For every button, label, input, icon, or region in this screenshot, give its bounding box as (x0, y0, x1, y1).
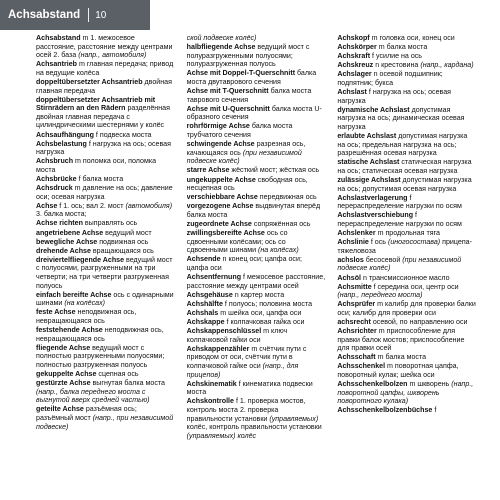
dictionary-entry (187, 345, 326, 379)
page-header (0, 0, 500, 30)
entry-note: (напр., поворотной цапфы, шкворень поворотного кулака) (337, 380, 474, 406)
column-left (36, 34, 175, 496)
dictionary-entry (36, 308, 175, 325)
entry-note: (управляемых) колёс (186, 432, 257, 441)
page-number: 10 (95, 9, 107, 21)
entry-translation: разъёмная ось; разъёмный мост (36, 405, 137, 423)
entry-translation: свободная ось, несцепная ось (186, 175, 308, 193)
entry-translation: сопряжённая ось (251, 219, 311, 228)
entry-translation: f полуось; половина моста (222, 299, 313, 308)
dictionary-entry (36, 229, 175, 238)
entry-translation: выгнутая балка моста (90, 379, 166, 388)
dictionary-entry (187, 140, 326, 166)
entry-headword: Achskappenzähler (186, 344, 250, 353)
entry-translation-cont: колёс, контроль правильности установки (186, 423, 322, 432)
entry-headword: Achsdruck (36, 184, 73, 193)
entry-headword: Achse richten (36, 219, 83, 228)
entry-note: (на колёсах) (64, 299, 105, 308)
dictionary-entry (337, 283, 476, 300)
dictionary-entry (187, 229, 326, 255)
entry-translation: f перераспределение нагрузки по осям (337, 193, 462, 211)
dictionary-entry (36, 175, 175, 184)
entry-headword: achslos (337, 255, 364, 264)
entry-note: (на колёсах) (258, 246, 299, 255)
dictionary-entry (337, 43, 476, 52)
dictionary-entry (36, 370, 175, 379)
entry-headword: Achslenker (337, 229, 376, 238)
entry-translation: ось с одинарными шинами (36, 290, 174, 308)
entry-headword: Achshals (186, 308, 219, 317)
entry-headword: Achskappenschlüssel (186, 327, 262, 336)
entry-headword: Achsentfernung (186, 273, 242, 282)
entry-headword: Achse mit Doppel-T-Querschnitt (186, 69, 296, 78)
entry-note: (напр., для прицепов) (186, 361, 299, 379)
entry-translation: m балка моста (375, 353, 427, 362)
dictionary-entry (187, 318, 326, 327)
dictionary-entry (337, 406, 476, 415)
entry-headword: ungekuppelte Achse (186, 175, 256, 184)
entry-translation: m приспособление для правки балок мостов; приспособление для правки осей (337, 327, 465, 353)
entry-translation: допустимая нагрузка на ось; динамическая осевая нагрузка (337, 105, 465, 131)
dictionary-entry (337, 52, 476, 61)
entry-translation: f кинематика подвески моста (186, 379, 313, 397)
dictionary-entry (187, 220, 326, 229)
entry-translation: f (432, 406, 437, 415)
entry-translation: f нагрузка на ось; осевая нагрузка (36, 139, 171, 157)
entry-translation: n трансмиссионное масло (361, 273, 450, 282)
dictionary-entry (36, 379, 175, 405)
entry-translation: f нагрузка на ось; осевая нагрузка (337, 88, 452, 105)
entry-headword: Achskinematik (186, 379, 237, 388)
dictionary-entry (337, 229, 476, 238)
entry-headword: achsrecht (337, 318, 371, 326)
dictionary-entry (187, 122, 326, 139)
entry-headword: Achskontrolle (186, 397, 234, 406)
entry-translation: f 1. проверка мостов, контроль моста 2. проверка правильности установки (186, 397, 306, 423)
entry-headword: Achsbelastung (36, 139, 87, 148)
dictionary-entry (337, 300, 476, 317)
entry-headword: Achsprüfer (337, 300, 376, 309)
dictionary-entry (36, 247, 175, 256)
entry-note: (управляемых) (269, 414, 319, 423)
entry-translation: m шейка оси, цапфа оси (218, 308, 302, 317)
dictionary-entry (36, 184, 175, 201)
dictionary-entry (337, 61, 476, 70)
dictionary-entry (337, 194, 476, 211)
entry-translation: допустимая нагрузка на ось; допустимая осевая нагрузка (337, 176, 472, 193)
entry-headword: bewegliche Achse (36, 237, 98, 246)
entry-translation: m поломка оси, поломка моста (36, 157, 157, 174)
entry-translation: m ключ колпачковой гайки оси (186, 327, 288, 344)
entry-note: (автомобиля) (125, 201, 173, 210)
entry-headword: Achsbruch (36, 157, 74, 166)
entry-translation-cont: прицепа-тяжеловоза (337, 238, 472, 255)
entry-headword: Achsende (186, 255, 221, 264)
dictionary-entry (187, 432, 326, 441)
entry-headword: feststehende Achse (36, 326, 103, 335)
entry-headword: angetriebene Achse (36, 228, 104, 237)
entry-headword: Achsgehäuse (186, 290, 233, 299)
entry-translation: сцепная ось (96, 370, 139, 379)
entry-headword: Achse mit U-Querschnitt (186, 104, 270, 113)
dictionary-entry (337, 238, 476, 255)
entry-translation: f ось (368, 238, 388, 247)
entry-headword: Achskörper (337, 43, 377, 52)
entry-headword: Achse (36, 201, 58, 210)
dictionary-entry (187, 166, 326, 175)
entry-translation: m 1. межосевое расстояние, расстояние между центрами осей 2. база (36, 34, 173, 60)
dictionary-entry (36, 131, 175, 140)
entry-headword: Achsschenkel (337, 362, 386, 371)
dictionary-entry (36, 238, 175, 247)
entry-translation: бесосевой (363, 255, 403, 264)
entry-translation: разделённая двойная главная передача с цилиндрическими шестернями у колёс (36, 104, 170, 130)
entry-translation: допустимая нагрузка на ось; предельная нагрузка на ось; разрешённая осевая нагрузка (337, 132, 468, 158)
entry-headword: vorgezogene Achse (186, 202, 254, 211)
entry-headword: Achsschaft (337, 353, 376, 362)
entry-headword: Achsantrieb (36, 60, 77, 69)
entry-headword: halbfliegende Achse (186, 43, 256, 52)
entry-translation: ось со сдвоенными колёсами; ось со сдвоенными шинами (186, 229, 288, 255)
entry-translation: n конец оси; цапфа оси; цапфа оси (186, 255, 302, 272)
entry-headword: feste Achse (36, 308, 76, 317)
entry-headword: erlaubte Achslast (337, 132, 397, 141)
entry-translation: передвижная ось (257, 193, 317, 202)
entry-headword: doppeltübersetzter Achsantrieb mit Stirnrädern an den Rädern (36, 95, 156, 113)
entry-headword: Achslast (337, 88, 367, 97)
dictionary-entry (337, 318, 476, 327)
entry-translation: балка моста таврового сечения (186, 87, 312, 104)
dictionary-entry (36, 219, 175, 228)
entry-translation: балка моста двутаврового сечения (186, 69, 317, 86)
entry-translation-cont: 3. балка моста; (36, 210, 87, 219)
entry-translation: m шкворень (407, 380, 452, 389)
entry-translation: f середина оси, центр оси (371, 282, 459, 291)
entry-translation: f балка моста (76, 175, 124, 183)
dictionary-entry (337, 380, 476, 406)
entry-headword: zwillingsbereifte Achse (186, 229, 265, 238)
dictionary-entry (337, 353, 476, 362)
entry-headword: Achskappe (186, 318, 225, 326)
entry-translation: ведущий мост (103, 228, 152, 237)
entry-translation: n картер моста (232, 290, 285, 299)
dictionary-entry (337, 327, 476, 353)
entry-translation: ведущий мост с полуосями, разгруженными на три четверти; на три четверти разгруженная полуось (36, 255, 173, 290)
dictionary-entry (337, 158, 476, 175)
entry-translation: выправлять ось (82, 219, 138, 228)
entry-headword: Achslastverlagerung (337, 193, 408, 202)
entry-headword: geteilte Achse (36, 405, 84, 414)
entry-headword: Achsabstand (36, 34, 81, 42)
dictionary-entry (187, 300, 326, 309)
header-bar (0, 0, 150, 30)
entry-translation: n осевой подшипник; подпятник; букса (337, 70, 443, 87)
entry-headword: Achsschenkelbolzen (337, 380, 408, 389)
entry-headword: starre Achse (186, 166, 230, 175)
dictionary-entry (36, 140, 175, 157)
dictionary-entry (36, 202, 175, 219)
dictionary-entry (337, 362, 476, 379)
entry-translation: разрезная ось, качающаяся ось (186, 140, 306, 157)
entry-headword: Achsbrücke (36, 175, 77, 183)
entry-note: (при независимой подвеске колёс) (186, 148, 302, 166)
entry-translation: m головка оси, конец оси (369, 34, 455, 42)
column-right (337, 34, 476, 496)
dictionary-entry (36, 291, 175, 308)
entry-headword: Achsöl (337, 273, 361, 282)
dictionary-entry (337, 70, 476, 87)
dictionary-entry (337, 34, 476, 43)
entry-translation: f перераспределение нагрузки по осям (337, 211, 462, 228)
dictionary-entry (337, 176, 476, 193)
entry-translation: m балка моста (376, 43, 428, 52)
entry-headword: Achskreuz (337, 61, 374, 70)
entry-translation: вращающаяся ось (90, 246, 154, 255)
dictionary-entry (187, 291, 326, 300)
entry-note: (при независимой подвеске колёс) (337, 255, 462, 273)
entry-translation: жёсткий мост; жёсткая ось (229, 166, 320, 175)
entry-headword: Achskraft (337, 52, 371, 61)
entry-headword: einfach bereifte Achse (36, 290, 112, 299)
entry-headword: Achslinie (337, 238, 369, 247)
dictionary-entry (187, 43, 326, 69)
entry-translation: подвижная ось (97, 237, 149, 246)
dictionary-entry (36, 96, 175, 130)
entry-translation: выдвинутая вперёд балка моста (186, 202, 321, 219)
dictionary-body (36, 34, 476, 496)
dictionary-entry (337, 256, 476, 273)
entry-headword: Achsaufhängung (36, 130, 94, 139)
entry-headword: Achsrichter (337, 327, 377, 336)
entry-translation: f межосевое расстояние, расстояние между центрами осей (186, 273, 326, 290)
dictionary-entry (36, 78, 175, 95)
entry-translation: осевой, по направлению оси (370, 318, 468, 326)
entry-translation: f 1. ось; вал 2. мост (57, 201, 126, 210)
entry-translation: m калибр для проверки балки оси; калибр для проверки оси (337, 300, 476, 317)
column-middle (187, 34, 326, 496)
entry-headword: Achsschenkelbolzenbüchse (337, 406, 433, 415)
entry-headword: Achse mit T-Querschnitt (186, 87, 269, 96)
entry-headword: zugeordnete Achse (186, 219, 252, 228)
entry-headword: drehende Achse (36, 246, 91, 255)
entry-note: ской подвеске колёс) (186, 34, 257, 42)
entry-translation: ведущий мост с полностью разгруженными полуосями; полностью разгруженная полуось (36, 343, 165, 369)
entry-translation: ведущий мост с полуразгруженными полуосями; полуразгруженная полуось (186, 43, 310, 69)
entry-note: (напр., балка переднего моста с выгнутой вверх средней частью) (36, 387, 150, 405)
dictionary-entry (187, 105, 326, 122)
entry-headword: rohrförmige Achse (186, 122, 250, 131)
entry-headword: Achsmitte (337, 282, 372, 291)
entry-translation: неподвижная ось, невращающаяся ось (36, 326, 164, 343)
entry-translation: f усилие на ось (370, 52, 423, 61)
entry-headword: doppeltübersetzter Achsantrieb (36, 77, 143, 86)
entry-headword: Achshälfte (186, 299, 223, 308)
entry-translation: n крестовина (373, 61, 421, 70)
entry-note: (напр., карданa) (420, 61, 474, 70)
dictionary-entry (187, 309, 326, 318)
entry-translation: балка моста U-образного сечения (186, 104, 322, 122)
entry-headword: Achslager (337, 70, 372, 79)
dictionary-entry (187, 34, 326, 43)
entry-translation: m главная передача; привод на ведущие колёса (36, 60, 174, 77)
dictionary-entry (36, 326, 175, 343)
dictionary-entry (337, 274, 476, 283)
entry-translation: балка моста трубчатого сечения (186, 122, 293, 140)
dictionary-entry (36, 34, 175, 60)
dictionary-entry (337, 106, 476, 132)
dictionary-entry (187, 193, 326, 202)
entry-note: (напр., переднего моста) (337, 291, 423, 300)
dictionary-entry (337, 211, 476, 228)
dictionary-entry (36, 405, 175, 431)
dictionary-entry (187, 202, 326, 219)
dictionary-entry (36, 157, 175, 174)
dictionary-entry (187, 327, 326, 344)
entry-headword: Achskopf (337, 34, 370, 42)
entry-headword: dreiviertelfliegende Achse (36, 255, 125, 264)
dictionary-entry (36, 60, 175, 77)
entry-headword: gekuppelte Achse (36, 370, 97, 379)
running-headword: Achsabstand (8, 9, 81, 21)
dictionary-entry (36, 344, 175, 370)
dictionary-entry (187, 87, 326, 104)
entry-headword: zulässige Achslast (337, 176, 401, 184)
dictionary-entry (187, 176, 326, 193)
entry-translation: m поворотная цапфа, поворотный кулак; шейка оси (337, 362, 459, 380)
entry-translation: f колпачковая гайка оси (224, 318, 305, 326)
entry-headword: fliegende Achse (36, 343, 91, 352)
entry-headword: Achslastverschiebung (337, 211, 414, 220)
entry-translation: двойная главная передача (36, 77, 172, 95)
dictionary-entry (187, 69, 326, 86)
dictionary-entry (36, 256, 175, 290)
dictionary-entry (337, 88, 476, 105)
entry-headword: verschiebbare Achse (186, 193, 258, 202)
entry-translation: статическая нагрузка на ось; статическая осевая нагрузка (337, 158, 472, 175)
entry-translation: m продольная тяга (375, 229, 440, 238)
dictionary-entry (337, 132, 476, 158)
entry-headword: schwingende Achse (186, 140, 255, 149)
dictionary-entry (187, 273, 326, 290)
entry-headword: statische Achslast (337, 158, 400, 167)
dictionary-entry (187, 380, 326, 397)
entry-headword: dynamische Achslast (337, 105, 410, 114)
entry-translation: f подвеска моста (93, 130, 152, 139)
entry-translation: m давление на ось; давление оси; осевая нагрузка (36, 184, 173, 201)
entry-note: (напр., автомобиля) (78, 51, 147, 60)
entry-note: (иногосостава) (387, 238, 441, 247)
entry-note: (напр., при независимой подвеске) (36, 414, 174, 431)
header-separator (88, 8, 89, 22)
entry-headword: gestürzte Achse (36, 379, 91, 388)
dictionary-entry (187, 255, 326, 272)
entry-translation: m счётчик пути с приводом от оси, счётчик пути в колпачковой гайке оси (186, 344, 307, 370)
dictionary-entry (187, 397, 326, 431)
entry-translation: неподвижная ось, невращающаяся ось (36, 308, 137, 325)
